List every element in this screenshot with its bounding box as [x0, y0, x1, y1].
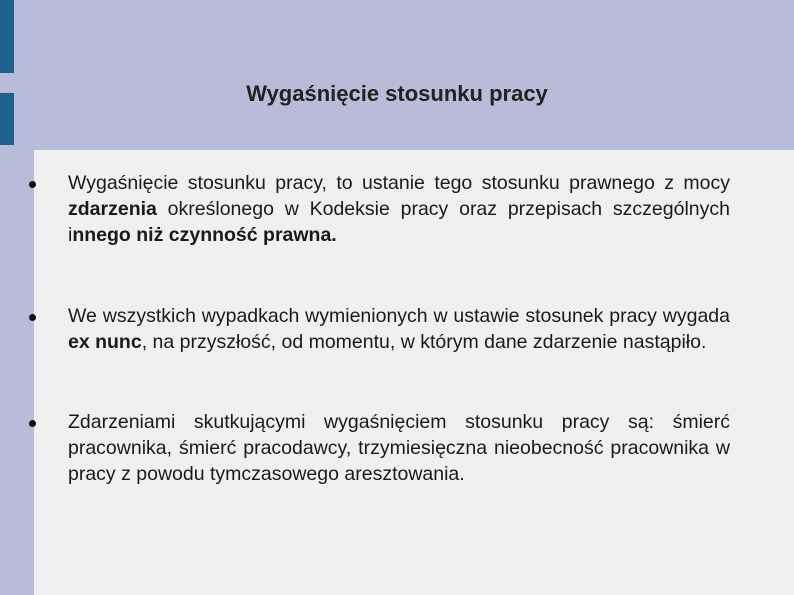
- bullet-2-part-1: We wszystkich wypadkach wymienionych w ustawie stosunek pracy wygada: [68, 305, 730, 327]
- bullet-item-3: [68, 409, 730, 487]
- bullet-item-1: [68, 170, 730, 248]
- bullet-dot-icon: [29, 181, 36, 188]
- bullet-1-part-3: określonego w Kodeksie pracy oraz przepisach szczególnych i: [68, 198, 730, 246]
- accent-bar-top: [0, 0, 14, 73]
- bullet-1-part-1: Wygaśnięcie stosunku pracy, to ustanie tego stosunku prawnego z mocy: [68, 172, 730, 194]
- bullet-2-part-2: ex nunc: [68, 331, 142, 353]
- bullet-dot-icon: [29, 314, 36, 321]
- bullet-1-part-2: zdarzenia: [68, 198, 157, 220]
- bullet-item-2: [68, 303, 730, 355]
- bullet-2-part-3: , na przyszłość, od momentu, w którym dane zdarzenie nastąpiło.: [141, 331, 707, 353]
- slide-title: Wygaśnięcie stosunku pracy: [246, 81, 548, 106]
- bullet-dot-icon: [29, 420, 36, 427]
- bullet-1-part-4: nnego niż czynność prawna.: [72, 224, 337, 246]
- bullet-3-part-1: Zdarzeniami skutkującymi wygaśnięciem stosunku pracy są: śmierć pracownika, śmierć pracodawcy, trzymiesięczna nieobecność pracownika w pracy z powodu tymczasowego aresztowania.: [68, 411, 730, 485]
